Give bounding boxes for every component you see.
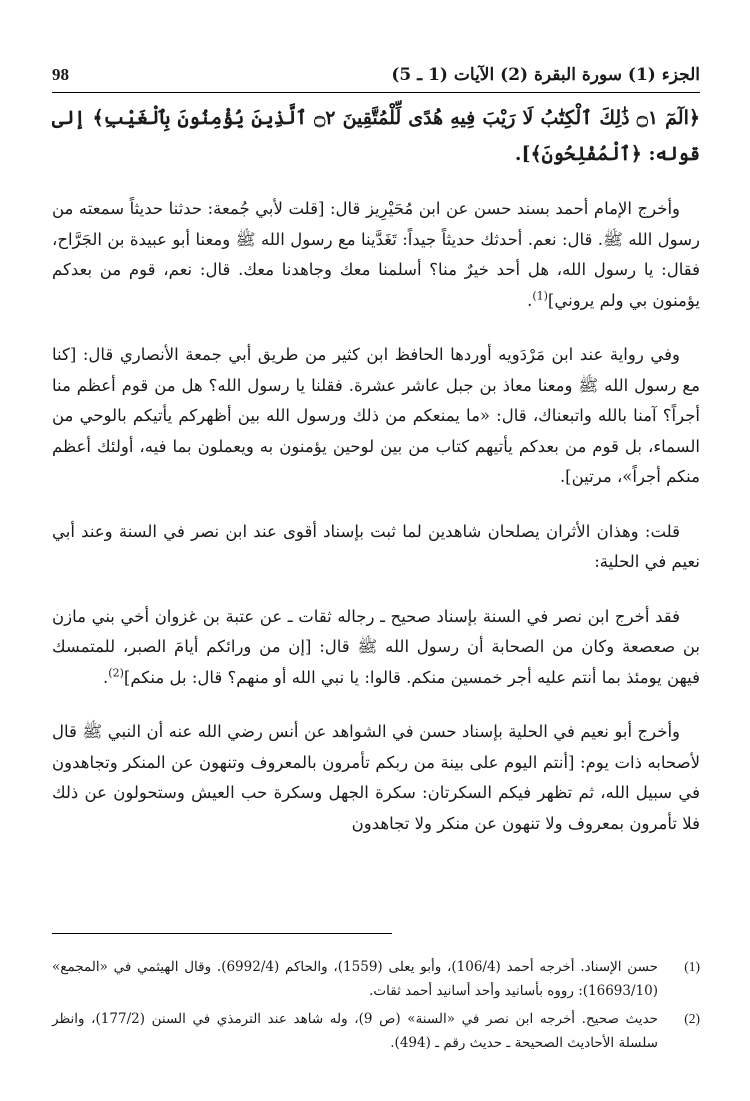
main-text [52,100,700,863]
paragraph-text: فقد أخرج ابن نصر في السنة بإسناد صحيح ـ رجاله ثقات ـ عن عتبة بن غزوان أخي بني مازن بن صعصعة وكان من الصحابة أن رسول الله ﷺ قال: [إن من ورائكم أيامَ الصبر، للمتمسك فيهن يومئذ بما أنتم عليه أجر خمسين منكم. قالوا: يا نبي الله أو منهم؟ قال: بل منكم] [52,606,700,687]
footnote-ref: (1) [532,289,548,302]
paragraph-ibn-mardawayh-narration [52,340,700,493]
footnote-1 [52,955,700,1003]
footnote-text: حديث صحيح. أخرجه ابن نصر في «السنة» (ص 9)، وله شاهد عند الترمذي في السنن (177/2)، وانظر سلسلة الأحاديث الصحيحة ـ حديث رقم ـ (494). [52,1011,658,1051]
quran-verse-block: ﴿الٓمٓ ۝١ ذَٰلِكَ ٱلْكِتَٰبُ لَا رَيْبَ فِيهِ هُدًى لِّلْمُتَّقِينَ ۝٢ ٱلَّذِينَ يُؤْمِنُونَ بِٱلْغَيْبِ﴾ إلى قوله: ﴿ٱلْمُفْلِحُونَ﴾]. [52,107,700,165]
paragraph-text: قلت: وهذان الأثران يصلحان شاهدين لما ثبت بإسناد أقوى عند ابن نصر في السنة وعند أبي نعيم في الحلية: [52,521,700,571]
footnote-text: حسن الإسناد. أخرجه أحمد (106/4)، وأبو يعلى (1559)، والحاكم (6992/4). وقال الهيثمي في «المجمع» (16693/10): رووه بأسانيد وأحد أسانيد أحمد ثقات. [52,959,658,999]
page-header [52,58,700,93]
paragraph-author-comment [52,517,700,578]
paragraph-text: وأخرج أبو نعيم في الحلية بإسناد حسن في الشواهد عن أنس رضي الله عنه أن النبي ﷺ قال لأصحابه ذات يوم: [أنتم اليوم على بينة من ربكم تأمرون بالمعروف وتنهون عن المنكر وتجاهدون في سبيل الله، ثم تظهر فيكم السكرتان: سكرة الجهل وسكرة حب العيش وستحولون عن ذلك فلا تأمرون بمعروف ولا تنهون عن منكر ولا تجاهدون [52,722,700,833]
paragraph-tail: . [527,290,533,310]
footnote-ref: (2) [108,666,124,679]
footnotes [52,955,700,1059]
page-number: 98 [52,65,69,84]
paragraph-abu-nuaym-narration [52,717,700,839]
paragraph-tail: . [103,667,109,687]
paragraph-text: وأخرج الإمام أحمد بسند حسن عن ابن مُحَيْرِيز قال: [قلت لأبي جُمعة: حدثنا حديثاً سمعته من رسول الله ﷺ. قال: نعم. أحدثك حديثاً جيداً: تَغَدَّينا مع رسول الله ﷺ ومعنا أبو عبيدة بن الجَرَّاح، فقال: يا رسول الله، هل أحد خيرٌ منا؟ أسلمنا معك وجاهدنا معك. قال: نعم، قوم من بعدكم يؤمنون بي ولم يروني] [52,199,700,310]
footnote-number: (1) [684,959,700,974]
paragraph-text: وفي رواية عند ابن مَرْدَويه أوردها الحافظ ابن كثير من طريق أبي جمعة الأنصاري قال: [كنا مع رسول الله ﷺ ومعنا معاذ بن جبل عاشر عشرة. فقلنا يا رسول الله؟ هل من قوم أعظم منا أجراً؟ آمنا بالله واتبعناك، قال: «ما يمنعكم من ذلك ورسول الله بين أظهركم يأتيكم بالوحي من السماء، بل قوم من بعدكم يأتيهم كتاب من بين لوحين يؤمنون به ويعملون بما فيه، أولئك أعظم منكم أجراً»، مرتين]. [52,345,700,486]
running-title: الجزء (1) سورة البقرة (2) الآيات (1 ـ 5) [391,65,700,85]
footnote-2 [52,1007,700,1055]
footnote-separator [52,933,392,934]
paragraph-ahmad-narration [52,194,700,316]
footnote-number: (2) [684,1011,700,1026]
paragraph-ibn-nasr-narration [52,602,700,694]
